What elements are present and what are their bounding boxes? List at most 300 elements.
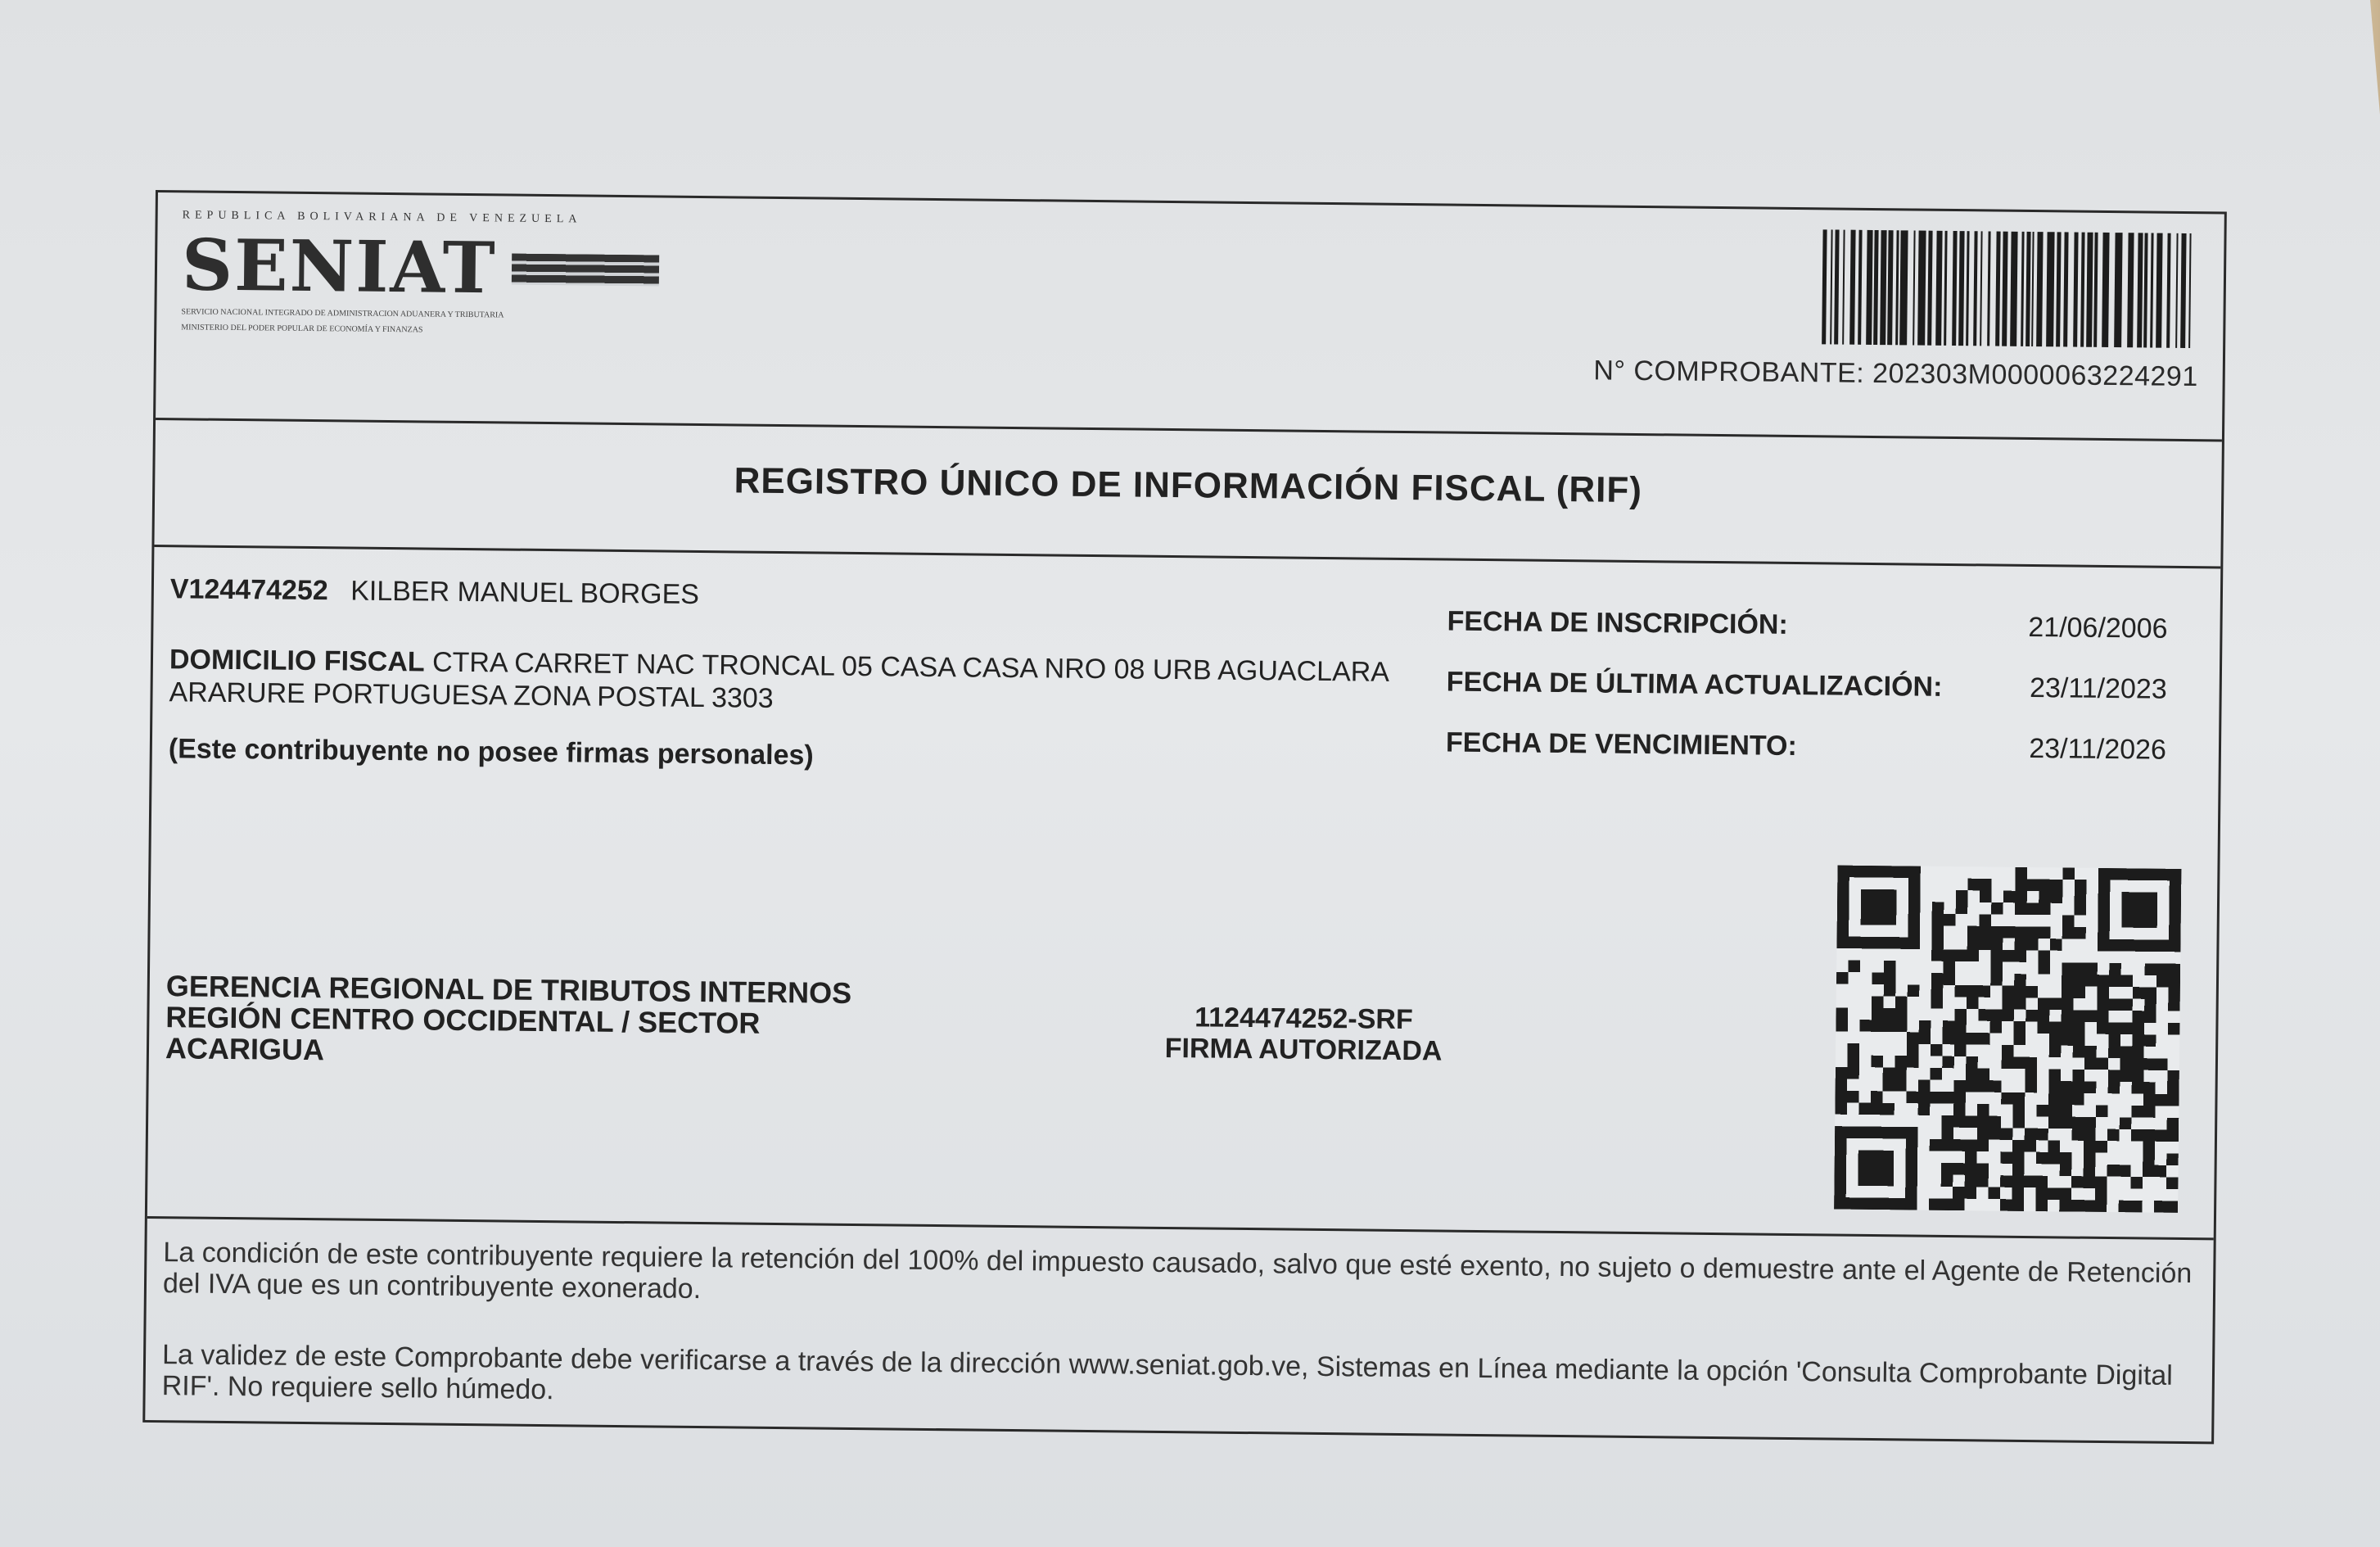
qr-module (1858, 1103, 1871, 1115)
qr-module (1990, 961, 2003, 974)
qr-module (1978, 1009, 1990, 1021)
qr-module (1979, 926, 1991, 939)
qr-module (1954, 1020, 1967, 1033)
qr-module (2107, 1165, 2120, 1177)
qr-module (1931, 949, 1944, 961)
qr-module (2039, 891, 2051, 903)
qr-module (2108, 1046, 2120, 1058)
qr-module (2169, 964, 2181, 976)
qr-module (2108, 1022, 2120, 1034)
qr-module (1956, 890, 1968, 902)
qr-module (2085, 963, 2098, 975)
qr-module (1953, 1139, 1966, 1151)
qr-module (1919, 1020, 1931, 1033)
qr-module (2156, 975, 2169, 988)
qr-module (1944, 949, 1956, 961)
qr-module (2012, 1164, 2025, 1176)
qr-module (1991, 950, 2003, 962)
qr-module (2048, 1105, 2061, 1117)
qr-module (2013, 1057, 2025, 1070)
qr-module (2025, 1081, 2037, 1093)
qr-module (2012, 1199, 2024, 1211)
qr-module (2061, 1081, 2073, 1093)
qr-module (1941, 1115, 1953, 1128)
qr-module (1931, 925, 1944, 938)
qr-module (2074, 927, 2086, 939)
qr-module (1953, 1080, 1966, 1092)
qr-module (2120, 1070, 2132, 1082)
qr-module (1942, 1092, 1954, 1104)
qr-module (1883, 1067, 1895, 1079)
qr-module (2132, 1034, 2144, 1047)
qr-module (2156, 964, 2169, 976)
qr-module (2036, 1176, 2048, 1188)
authorized-signature (1115, 1001, 1493, 1067)
qr-module (2038, 1021, 2050, 1034)
qr-module (2074, 975, 2086, 987)
retention-note: La condición de este contribuyente requiere la retención del 100% del impuesto causado, salvo que esté exento, no sujeto o demuestre ante el Agente de Retención del IVA que es un contribuyente exonerado. (162, 1237, 2193, 1305)
qr-module (1965, 1115, 1977, 1128)
qr-module (1967, 1033, 1979, 1045)
qr-module (1836, 972, 1849, 984)
logo-subtitle-1: SERVICIO NACIONAL INTEGRADO DE ADMINISTRACION ADUANERA Y TRIBUTARIA (181, 307, 504, 320)
qr-module (2062, 1022, 2074, 1034)
qr-module (2014, 974, 2026, 986)
qr-module (2026, 939, 2039, 951)
qr-module (2084, 1081, 2097, 1093)
qr-module (1977, 1116, 1989, 1129)
qr-module (1942, 1056, 1954, 1069)
qr-module (2062, 962, 2074, 975)
qr-module (2027, 879, 2039, 891)
qr-module (1895, 1056, 1907, 1068)
qr-module (2014, 1021, 2026, 1034)
qr-module (1965, 1151, 1977, 1164)
qr-module (1978, 1033, 1990, 1045)
regional-office-line: GERENCIA REGIONAL DE TRIBUTOS INTERNOS (165, 969, 852, 1010)
qr-module (2119, 1165, 2131, 1177)
qr-module (2130, 1201, 2143, 1213)
rif-number: V124474252 (169, 573, 328, 607)
qr-module (2035, 1200, 2048, 1212)
qr-module (2131, 1106, 2143, 1118)
qr-module (2072, 1070, 2084, 1082)
flag-stripes-icon (511, 254, 658, 287)
qr-module (2012, 1140, 2025, 1152)
taxpayer-line (170, 573, 699, 611)
qr-module (1966, 1080, 1978, 1092)
fiscal-address (169, 643, 1414, 721)
qr-module (1943, 1033, 1955, 1045)
fiscal-address-value: CTRA CARRET NAC TRONCAL 05 CASA CASA NRO 08 URB AGUACLARA ARARURE PORTUGUESA ZONA POSTAL 3303 (169, 646, 1389, 714)
comprobante-value: 202303M0000063224291 (1872, 357, 2198, 393)
qr-module (1918, 1103, 1931, 1115)
qr-module (2012, 1151, 2025, 1164)
qr-module (1980, 914, 1992, 926)
qr-module (2108, 1082, 2120, 1094)
qr-module (2075, 880, 2087, 892)
qr-module (2002, 997, 2014, 1010)
document-title: REGISTRO ÚNICO DE INFORMACIÓN FISCAL (RIF) (734, 460, 1643, 511)
qr-module (2048, 1081, 2061, 1093)
qr-module (1954, 1009, 1967, 1021)
qr-module (2083, 1200, 2095, 1212)
qr-module (2084, 1057, 2097, 1070)
qr-module (2062, 975, 2074, 987)
qr-module (2038, 997, 2050, 1010)
qr-module (2062, 927, 2075, 939)
qr-module (2072, 1081, 2084, 1093)
qr-module (1835, 1091, 1847, 1103)
qr-module (2048, 1187, 2060, 1200)
qr-module (2059, 1187, 2071, 1200)
qr-module (1954, 1033, 1967, 1045)
logo-word-text: SENIAT (181, 224, 498, 310)
qr-module (1941, 1174, 1953, 1187)
qr-module (2049, 998, 2062, 1011)
qr-module (1835, 1102, 1847, 1115)
qr-module (2012, 1187, 2024, 1200)
qr-module (1940, 1198, 1953, 1210)
qr-module (2049, 1022, 2062, 1034)
qr-module (1884, 973, 1896, 985)
qr-module (1980, 879, 1992, 891)
qr-module (2131, 1129, 2143, 1142)
qr-module (2168, 999, 2180, 1011)
qr-module (2060, 1105, 2072, 1117)
qr-module (1895, 1008, 1908, 1020)
qr-module (1847, 1055, 1859, 1067)
qr-module (2000, 1199, 2012, 1211)
seniat-logo (181, 209, 690, 378)
qr-module (2039, 880, 2051, 892)
qr-module (2062, 1010, 2074, 1022)
qr-module (2001, 1128, 2013, 1140)
qr-module (2166, 1153, 2179, 1165)
date-label: FECHA DE VENCIMIENTO: (1445, 726, 1798, 762)
qr-module (2062, 915, 2075, 927)
divider (156, 418, 2222, 441)
qr-module (2059, 1200, 2071, 1212)
qr-module (2144, 1034, 2156, 1047)
qr-module (1907, 1056, 1919, 1068)
qr-module (2073, 986, 2085, 998)
qr-module (2072, 1093, 2084, 1106)
qr-module (1941, 1163, 1953, 1175)
qr-module (1955, 949, 1967, 961)
qr-module (1953, 1092, 1966, 1104)
qr-module (2050, 939, 2062, 951)
qr-module (2132, 1023, 2144, 1035)
qr-module (2167, 1070, 2179, 1083)
qr-module (1990, 974, 2003, 986)
qr-module (1931, 1068, 1943, 1080)
qr-module (2013, 1104, 2025, 1116)
qr-module (2166, 1201, 2179, 1213)
qr-module (1872, 1020, 1884, 1032)
qr-module (2060, 1164, 2072, 1176)
qr-module (2015, 926, 2027, 939)
qr-module (1990, 1021, 2003, 1034)
qr-module (2002, 1056, 2014, 1069)
qr-module (1930, 1092, 1942, 1104)
qr-module (2039, 927, 2051, 939)
qr-module (2060, 1152, 2072, 1165)
signature-code: 1124474252-SRF (1195, 1002, 1413, 1036)
qr-module (1895, 997, 1908, 1009)
regional-office-line: ACARIGUA (165, 1031, 325, 1067)
qr-code-icon (1834, 866, 2181, 1213)
qr-module (1931, 938, 1944, 950)
qr-module (2016, 867, 2028, 880)
qr-module (1871, 1056, 1883, 1068)
qr-module (2145, 963, 2157, 975)
date-row (1447, 591, 2168, 659)
qr-module (2132, 1070, 2144, 1083)
qr-module (2095, 1176, 2107, 1188)
qr-module (2097, 1011, 2109, 1023)
qr-module (2026, 926, 2039, 939)
qr-module (2119, 1201, 2131, 1213)
qr-module (2143, 1142, 2155, 1154)
qr-module (2014, 986, 2026, 998)
qr-module (1907, 1032, 1919, 1044)
qr-module (2132, 1058, 2144, 1070)
signature-label: FIRMA AUTORIZADA (1164, 1032, 1443, 1067)
qr-module (1941, 1128, 1953, 1140)
date-row (1446, 712, 2167, 780)
qr-module (2025, 1010, 2038, 1022)
qr-module (1977, 1128, 1989, 1140)
qr-module (2120, 1022, 2133, 1034)
qr-module (2144, 1011, 2156, 1023)
qr-module (1965, 1139, 1977, 1151)
qr-module (2071, 1176, 2084, 1188)
qr-module (2072, 1129, 2084, 1141)
qr-module (2168, 1023, 2180, 1035)
qr-module (2084, 1141, 2096, 1153)
qr-module (1836, 1067, 1848, 1079)
qr-module (2051, 880, 2063, 892)
qr-module (1966, 1056, 1978, 1069)
dates-block (1446, 591, 2168, 780)
qr-module (2108, 1070, 2120, 1082)
qr-module (2003, 986, 2015, 998)
qr-module (2167, 1118, 2179, 1130)
qr-module (1895, 1079, 1907, 1092)
qr-module (2133, 987, 2145, 999)
qr-module (1977, 1080, 1989, 1092)
qr-module (2038, 951, 2050, 963)
qr-module (1883, 1079, 1895, 1092)
qr-module (2085, 1011, 2098, 1023)
qr-module (2071, 1200, 2084, 1212)
qr-code-graphic (1834, 866, 2181, 1213)
qr-module (2025, 1129, 2037, 1141)
qr-module (2120, 1117, 2132, 1129)
qr-module (2024, 1176, 2036, 1188)
qr-module (2155, 1165, 2167, 1178)
qr-module (2143, 1129, 2156, 1142)
qr-module (1908, 984, 1920, 997)
logo-subtitle-2: MINISTERIO DEL PODER POPULAR DE ECONOMÍA Y FINANZAS (181, 323, 423, 335)
qr-module (2003, 950, 2015, 962)
qr-module (2108, 1034, 2120, 1047)
qr-module (2075, 903, 2087, 916)
qr-module (2075, 892, 2087, 904)
qr-module (2002, 1045, 2014, 1057)
qr-module (1883, 1008, 1895, 1020)
qr-module (1872, 996, 1884, 1008)
qr-module (2072, 1117, 2084, 1129)
qr-module (1871, 1103, 1883, 1115)
qr-module (2167, 1082, 2179, 1094)
qr-module (1953, 1115, 1966, 1128)
qr-module (2036, 1129, 2048, 1141)
qr-module (1836, 1079, 1848, 1091)
qr-module (2013, 1034, 2025, 1046)
qr-module (2048, 1069, 2061, 1081)
qr-module (2001, 1092, 2013, 1105)
fiscal-address-label: DOMICILIO FISCAL (169, 644, 425, 678)
qr-module (2039, 903, 2051, 916)
qr-module (1980, 890, 1992, 902)
signatures-note: (Este contribuyente no posee firmas personales) (168, 733, 814, 771)
qr-module (1956, 902, 1968, 915)
qr-module (2062, 998, 2074, 1011)
qr-module (1990, 1009, 2003, 1021)
qr-module (2036, 1152, 2048, 1165)
qr-module (1871, 1091, 1883, 1103)
qr-module (1966, 1068, 1978, 1080)
qr-module (2109, 975, 2121, 987)
qr-module (1967, 985, 1979, 997)
qr-module (2168, 988, 2180, 1000)
qr-module (1931, 997, 1944, 1009)
qr-module (1991, 938, 2003, 950)
qr-module (2036, 1105, 2048, 1117)
rif-document (142, 190, 2227, 1444)
qr-module (2155, 1094, 2167, 1106)
qr-module (2015, 902, 2027, 915)
qr-module (1872, 972, 1884, 984)
qr-module (2097, 1058, 2109, 1070)
qr-module (2095, 1200, 2107, 1212)
qr-module (2049, 1046, 2062, 1058)
qr-module (1932, 902, 1944, 914)
qr-module (2015, 891, 2027, 903)
qr-module (2130, 1177, 2143, 1189)
qr-module (2084, 1129, 2096, 1141)
date-row (1446, 652, 2167, 720)
qr-module (2107, 1129, 2120, 1142)
qr-module (1884, 961, 1896, 973)
paper-edge (2347, 0, 2380, 115)
qr-module (1989, 1080, 2002, 1092)
qr-module (1989, 1116, 2001, 1129)
qr-module (2049, 1034, 2062, 1046)
qr-module (1848, 1043, 1860, 1056)
qr-module (1953, 1163, 1965, 1175)
taxpayer-name: KILBER MANUEL BORGES (350, 575, 700, 610)
qr-module (1953, 1187, 1965, 1199)
qr-module (1931, 973, 1944, 985)
qr-module (1978, 1069, 1990, 1081)
date-label: FECHA DE ÚLTIMA ACTUALIZACIÓN: (1446, 666, 1943, 703)
comprobante-label: N° COMPROBANTE: (1593, 355, 1865, 389)
qr-module (1895, 1020, 1908, 1033)
qr-module (1836, 1020, 1848, 1032)
qr-module (2025, 1140, 2037, 1152)
qr-module (2143, 1094, 2156, 1106)
qr-module (1907, 1044, 1919, 1056)
qr-module (2073, 1010, 2085, 1022)
qr-module (2155, 1129, 2167, 1142)
qr-module (1941, 1139, 1953, 1151)
qr-module (2062, 867, 2075, 880)
qr-module (1991, 902, 2003, 915)
qr-module (2084, 1176, 2096, 1188)
qr-module (1847, 1091, 1859, 1103)
qr-module (2120, 1046, 2133, 1058)
qr-module (2085, 975, 2098, 987)
qr-module (1977, 1139, 1989, 1151)
qr-module (1955, 985, 1967, 997)
qr-module (2000, 1175, 2012, 1187)
qr-module (2002, 1009, 2014, 1021)
qr-module (2012, 1175, 2025, 1187)
qr-module (1884, 984, 1896, 997)
qr-module (1847, 1067, 1859, 1079)
qr-module (1953, 1199, 1965, 1211)
barcode-icon (1822, 229, 2199, 348)
barcode-gap (2190, 233, 2197, 348)
qr-module (1849, 961, 1861, 973)
qr-module (1954, 1044, 1967, 1056)
qr-module (1861, 889, 1897, 925)
qr-module (2048, 1116, 2061, 1129)
republic-label: REPUBLICA BOLIVARIANA DE VENEZUELA (182, 209, 582, 226)
qr-module (1918, 1079, 1931, 1092)
qr-module (1943, 973, 1955, 985)
qr-module (1965, 1187, 1977, 1199)
qr-module (2143, 1106, 2156, 1118)
qr-module (2143, 1058, 2156, 1070)
qr-module (2025, 1069, 2037, 1081)
qr-module (1965, 1163, 1977, 1175)
qr-module (2156, 1058, 2168, 1070)
qr-module (1976, 1163, 1989, 1175)
qr-module (2074, 962, 2086, 975)
qr-module (2166, 1129, 2179, 1142)
date-value: 21/06/2006 (2028, 611, 2168, 645)
qr-module (2166, 1177, 2179, 1189)
qr-module (1930, 1139, 1942, 1151)
qr-module (1882, 1103, 1895, 1115)
qr-module (2015, 879, 2027, 891)
qr-module (2012, 1116, 2025, 1129)
qr-module (2109, 963, 2121, 975)
qr-module (2121, 892, 2157, 928)
qr-module (2097, 1022, 2109, 1034)
qr-module (2095, 1141, 2107, 1153)
qr-module (2144, 987, 2156, 999)
qr-module (2025, 1057, 2038, 1070)
qr-module (2051, 891, 2063, 903)
qr-module (1883, 1020, 1895, 1032)
qr-module (2109, 998, 2121, 1011)
qr-module (2143, 1082, 2156, 1094)
